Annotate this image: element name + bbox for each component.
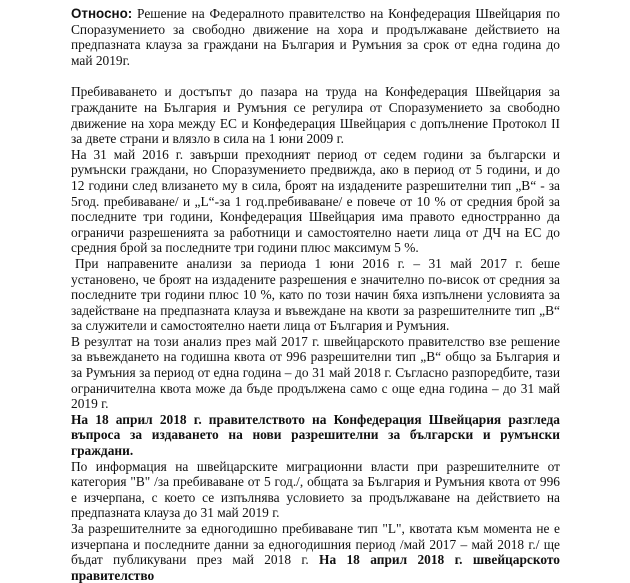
category-l-text: За разрешителните за едногодишно пребиваване тип "L", квотата към момента не е изчерпана и последните данни за едногодишния период /май 2017 – май 2018 г./ ще бъдат публикувани през май 2018 г. — [71, 521, 560, 568]
subject-paragraph — [71, 6, 560, 68]
paragraph-category-l — [71, 521, 560, 583]
paragraph-quota-decision: В резултат на този анализ през май 2017 г. швейцарското правителство взе решение за въвеждането на годишна квота от 996 разрешителни тип „В“ общо за България и за Румъния за период от една година – до 31 май 2018 г. Съгласно разпоредбите, тази ограничителна квота може да бъде продължена само с още една година – до 31 май 2019 г. — [71, 333, 560, 412]
paragraph-april-review: На 18 април 2018 г. правителството на Конфедерация Швейцария разгледа въпроса за издаването на нови разрешителни за български и румънски граждани. — [71, 411, 560, 459]
paragraph-gap — [71, 68, 560, 84]
category-l-bold-text: На 18 април 2018 г. швейцарското правителство — [71, 552, 560, 583]
paragraph-category-b: По информация на швейцарските миграционни власти при разрешителните от категория "В" /за пребиваване от 5 год./, общата за България и Румъния квота от 996 е изчерпана, с което се изпълнява условието за продължаване на действието на предпазната клауза до 31 май 2019 г. — [71, 458, 560, 521]
paragraph-legal-basis: Пребиваването и достъпът до пазара на труда на Конфедерация Швейцария за гражданите на България и Румъния се регулира от Споразумението за свободно движение на хора между ЕС и Конфедерация Швейцария с допълнение Протокол II за двете страни и влязло в сила на 1 юни 2009 г. — [71, 84, 560, 147]
paragraph-analysis: При направените анализи за периода 1 юни 2016 г. – 31 май 2017 г. беше установено, че броят на издадените разрешения е значително по-висок от средния за последните три години плюс 10 %, като по този начин бяха изпълнени условията за задействане на предпазната клауза и въвеждане на квоти за разрешителните тип „В“ за служители и самостоятелно наети лица от България и Румъния. — [71, 255, 560, 334]
subject-label: Относно: — [71, 6, 133, 21]
paragraph-transition-period: На 31 май 2016 г. завърши преходният период от седем години за български и румънски граждани, но Споразумението предвижда, ако в период от 5 години, и до 12 години след влизането му в сила, броят на издадените разрешителни тип „В“ - за 5год. пребиваване/ и „L“-за 1 год.пребиваване/ е повече от 10 % от средния брой за последните три години, Конфедерация Швейцария има правото еднострранно да ограничи разрешенията за работници и самостоятелно наети лица от ДЧ на ЕС до средния брой за последните три години плюс максимум 5 %. — [71, 146, 560, 256]
subject-text: Решение на Федералното правителство на Конфедерация Швейцария по Споразумението за свободно движение на хора и продължаване действието на предпазната клауза за граждани на България и Румъния за срок от една година до май 2019г. — [71, 6, 560, 68]
